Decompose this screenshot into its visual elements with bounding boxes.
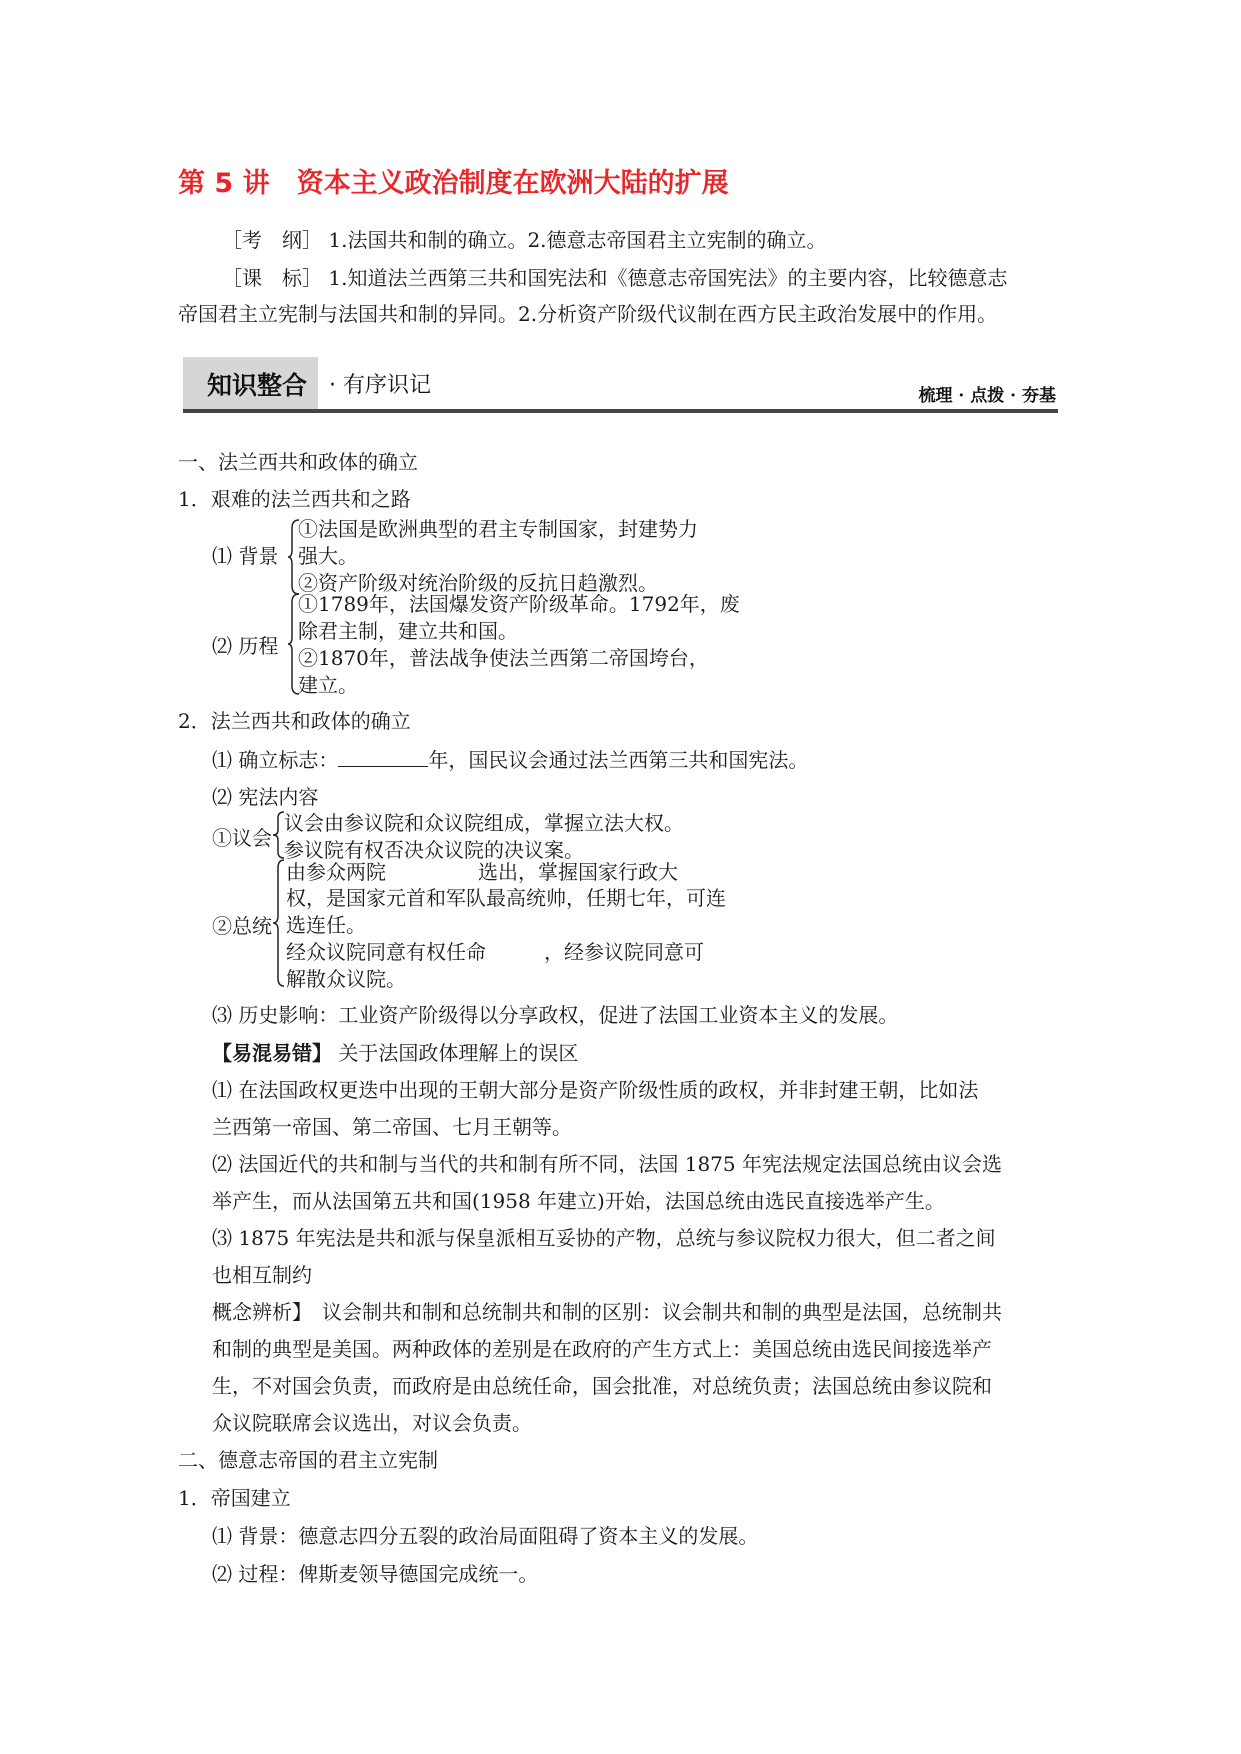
- standard-line-1: [222, 266, 1007, 290]
- empire-background: ⑴ 背景：德意志四分五裂的政治局面阻碍了资本主义的发展。: [212, 1524, 759, 1548]
- president-line-4a: 经众议院同意有权任命: [286, 940, 486, 964]
- president-line-1a: 由参众两院: [286, 860, 386, 884]
- president-line-5: 解散众议院。: [286, 967, 406, 991]
- confuse-item-3-line-2: 也相互制约: [212, 1263, 312, 1287]
- standard-line-2: 帝国君主立宪制与法国共和制的异同。2.分析资产阶级代议制在西方民主政治发展中的作用。: [178, 302, 998, 326]
- president-brace: [272, 858, 286, 988]
- parliament-line-2: 参议院有权否决众议院的决议案。: [284, 838, 584, 862]
- background-line-2: 强大。: [298, 544, 358, 568]
- outline-label: ［考 纲］: [222, 228, 322, 252]
- president-line-4: [286, 940, 704, 964]
- empire-heading: 1．帝国建立: [178, 1486, 291, 1510]
- president-label: ②总统: [212, 914, 272, 938]
- establish-year-blank: [338, 746, 428, 767]
- history-line-4: 建立。: [298, 673, 358, 697]
- historical-impact: ⑶ 历史影响：工业资产阶级得以分享政权，促进了法国工业资本主义的发展。: [212, 1003, 899, 1027]
- banner-subtitle: · 有序识记: [329, 373, 431, 398]
- parliament-label: ①议会: [212, 826, 272, 850]
- president-line-3: 选连任。: [286, 913, 366, 937]
- concept-line-2: 和制的典型是美国。两种政体的差别是在政府的产生方式上：美国总统由选民间接选举产: [212, 1337, 992, 1361]
- section-banner: [183, 357, 1058, 415]
- history-line-2: 除君主制，建立共和国。: [298, 619, 518, 643]
- president-line-1: [286, 860, 678, 884]
- point-2-heading: 2．法兰西共和政体的确立: [178, 709, 411, 733]
- establish-mark-pre: ⑴ 确立标志：: [212, 748, 339, 772]
- establish-mark-post: 年，国民议会通过法兰西第三共和国宪法。: [428, 748, 809, 772]
- history-line-1: ①1789年，法国爆发资产阶级革命。1792年，废: [298, 592, 740, 616]
- background-label: ⑴ 背景: [212, 544, 279, 568]
- president-line-1b: 选出，掌握国家行政大: [478, 860, 678, 884]
- confuse-item-2-line-2: 举产生，而从法国第五共和国(1958 年建立)开始，法国总统由选民直接选举产生。: [212, 1189, 945, 1213]
- concept-line-1: 概念辨析】 议会制共和制和总统制共和制的区别：议会制共和制的典型是法国，总统制共: [212, 1300, 1002, 1324]
- confuse-label: 【易混易错】: [212, 1041, 332, 1065]
- confuse-item-2-line-1: ⑵ 法国近代的共和制与当代的共和制有所不同，法国 1875 年宪法规定法国总统由议会选: [212, 1152, 1002, 1176]
- history-label: ⑵ 历程: [212, 634, 279, 658]
- confuse-heading: [212, 1041, 578, 1065]
- confuse-item-1-line-1: ⑴ 在法国政权更迭中出现的王朝大部分是资产阶级性质的政权，并非封建王朝，比如法: [212, 1078, 979, 1102]
- concept-line-3: 生，不对国会负责，而政府是由总统任命，国会批准，对总统负责；法国总统由参议院和: [212, 1374, 992, 1398]
- section-1-heading: 一、法兰西共和政体的确立: [178, 450, 418, 474]
- president-line-2: 权，是国家元首和军队最高统帅，任期七年，可连: [286, 886, 726, 910]
- standard-label: ［课 标］: [222, 266, 322, 290]
- background-line-3: ②资产阶级对统治阶级的反抗日趋激烈。: [298, 571, 658, 595]
- constitution-content: ⑵ 宪法内容: [212, 785, 319, 809]
- confuse-topic: 关于法国政体理解上的误区: [338, 1041, 579, 1065]
- page-title: 第 5 讲 资本主义政治制度在欧洲大陆的扩展: [178, 168, 729, 199]
- president-line-4b: ，经参议院同意可: [544, 940, 704, 964]
- banner-rule: [183, 409, 1058, 413]
- parliament-line-1: 议会由参议院和众议院组成，掌握立法大权。: [284, 811, 684, 835]
- concept-line-4: 众议院联席会议选出，对议会负责。: [212, 1411, 532, 1435]
- banner-title: 知识整合: [207, 371, 308, 400]
- outline-text: 1.法国共和制的确立。2.德意志帝国君主立宪制的确立。: [328, 228, 827, 252]
- empire-process: ⑵ 过程：俾斯麦领导德国完成统一。: [212, 1562, 539, 1586]
- point-1-heading: 1．艰难的法兰西共和之路: [178, 487, 411, 511]
- banner-tagline: 梳理 · 点拨 · 夯基: [918, 386, 1056, 406]
- establish-mark: [212, 746, 808, 772]
- history-line-3: ②1870年，普法战争使法兰西第二帝国垮台，: [298, 646, 709, 670]
- section-2-heading: 二、德意志帝国的君主立宪制: [178, 1448, 438, 1472]
- confuse-item-1-line-2: 兰西第一帝国、第二帝国、七月王朝等。: [212, 1115, 572, 1139]
- background-line-1: ①法国是欧洲典型的君主专制国家，封建势力: [298, 517, 698, 541]
- confuse-item-3-line-1: ⑶ 1875 年宪法是共和派与保皇派相互妥协的产物，总统与参议院权力很大，但二者之间: [212, 1226, 996, 1250]
- outline-line: [222, 228, 827, 252]
- standard-text-1: 1.知道法兰西第三共和国宪法和《德意志帝国宪法》的主要内容，比较德意志: [328, 266, 1008, 290]
